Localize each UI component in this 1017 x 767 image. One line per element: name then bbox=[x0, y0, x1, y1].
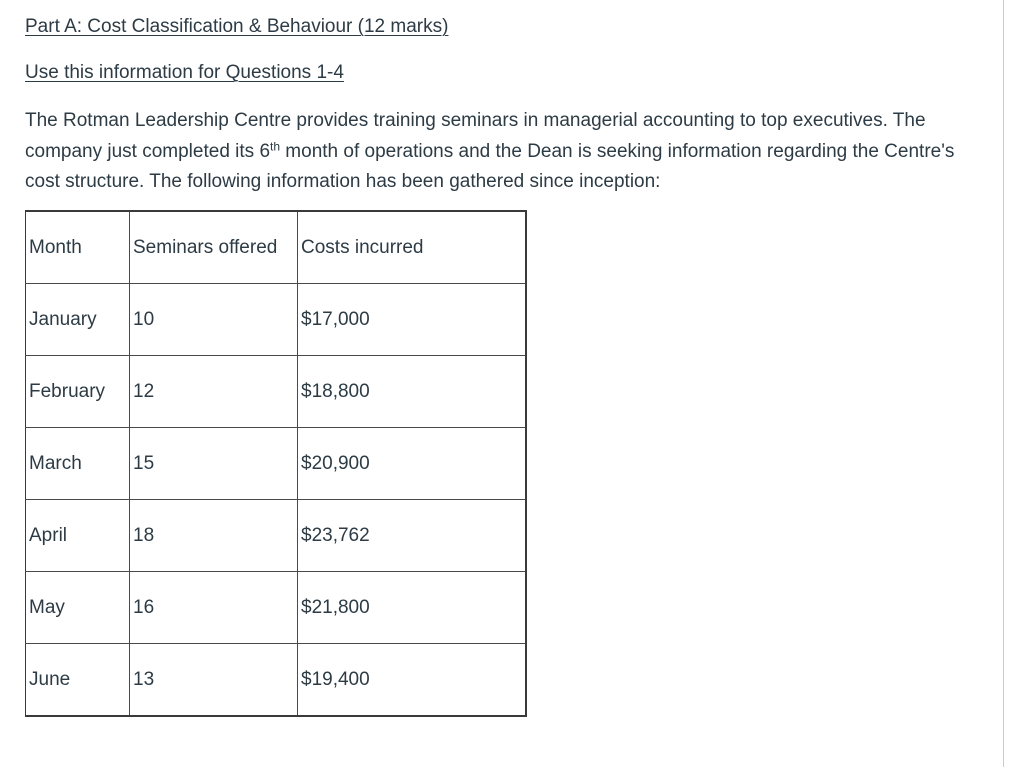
table-row bbox=[26, 284, 527, 356]
cell-month: January bbox=[26, 284, 130, 356]
header-costs: Costs incurred bbox=[298, 211, 527, 284]
table-header-row bbox=[26, 211, 527, 284]
header-seminars: Seminars offered bbox=[130, 211, 298, 284]
header-month: Month bbox=[26, 211, 130, 284]
cell-seminars: 10 bbox=[130, 284, 298, 356]
cell-month: April bbox=[26, 500, 130, 572]
cost-data-table bbox=[25, 210, 527, 717]
cell-seminars: 13 bbox=[130, 644, 298, 717]
table-row bbox=[26, 428, 527, 500]
table-row bbox=[26, 356, 527, 428]
part-a-heading: Part A: Cost Classification & Behaviour (12 marks) bbox=[25, 16, 449, 37]
cell-seminars: 18 bbox=[130, 500, 298, 572]
intro-text-start: The Rotman Leadership Centre provides training seminars in managerial accounting to top executives. The company just completed its 6 bbox=[25, 110, 926, 162]
cell-seminars: 12 bbox=[130, 356, 298, 428]
cell-month: June bbox=[26, 644, 130, 717]
cell-costs: $21,800 bbox=[298, 572, 527, 644]
cell-month: May bbox=[26, 572, 130, 644]
cell-seminars: 15 bbox=[130, 428, 298, 500]
cell-costs: $23,762 bbox=[298, 500, 527, 572]
intro-paragraph bbox=[25, 106, 985, 198]
use-info-heading: Use this information for Questions 1-4 bbox=[25, 62, 344, 83]
cell-costs: $20,900 bbox=[298, 428, 527, 500]
cell-costs: $18,800 bbox=[298, 356, 527, 428]
intro-superscript: th bbox=[270, 138, 281, 153]
cell-month: March bbox=[26, 428, 130, 500]
table-row bbox=[26, 644, 527, 717]
intro-text-end: month of operations and the Dean is seeking information regarding the Centre's cost structure. The following information has been gathered since inception: bbox=[25, 140, 955, 192]
table-row bbox=[26, 500, 527, 572]
table-row bbox=[26, 572, 527, 644]
cell-seminars: 16 bbox=[130, 572, 298, 644]
cell-month: February bbox=[26, 356, 130, 428]
cell-costs: $19,400 bbox=[298, 644, 527, 717]
cell-costs: $17,000 bbox=[298, 284, 527, 356]
content-right-border bbox=[1003, 0, 1004, 767]
